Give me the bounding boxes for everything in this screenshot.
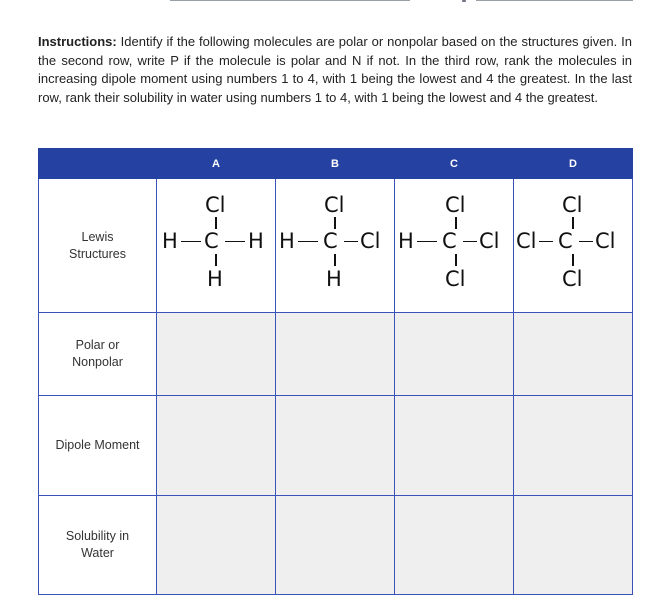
bond <box>215 217 217 229</box>
atom-right: Cl <box>479 228 500 253</box>
header-col-d: D <box>514 149 633 179</box>
instructions-label: Instructions: <box>38 34 117 49</box>
atom-bottom: Cl <box>562 266 583 291</box>
atom-right: Cl <box>360 228 381 253</box>
atom-left: H <box>162 228 178 253</box>
row-dipole-moment <box>39 396 633 496</box>
header-col-c: C <box>395 149 514 179</box>
label-lewis-structures: Lewis Structures <box>69 229 126 261</box>
bond <box>572 217 574 229</box>
instructions-text: Identify if the following molecules are polar or nonpolar based on the structures given. In the second row, write P if the molecule is polar and N if not. In the third row, rank the molecules in increasing dipole moment using numbers 1 to 4, with 1 being the lowest and 4 the greatest. In the last row, rank their solubility in water using numbers 1 to 4, with 1 being the lowest and 4 the greatest. <box>38 34 632 105</box>
answer-cell-polarity-a[interactable] <box>157 313 276 396</box>
bond <box>572 254 574 266</box>
header-col-b: B <box>276 149 395 179</box>
atom-bottom: H <box>207 266 223 291</box>
lewis-structure-c <box>395 179 514 313</box>
row-label <box>39 313 157 396</box>
instructions <box>38 33 632 107</box>
bond <box>579 241 593 243</box>
row-solubility-in-water <box>39 496 633 595</box>
answer-cell-solubility-b[interactable] <box>276 496 395 595</box>
row-label <box>39 396 157 496</box>
label-polar-or-nonpolar: Polar or Nonpolar <box>72 338 123 369</box>
atom-top: Cl <box>445 192 466 217</box>
table-header-row <box>39 149 633 179</box>
atom-top: Cl <box>562 192 583 217</box>
bond <box>539 241 553 243</box>
atom-left: H <box>279 228 295 253</box>
atom-bottom: Cl <box>445 266 466 291</box>
atom-right: Cl <box>595 228 616 253</box>
answer-cell-solubility-d[interactable] <box>514 496 633 595</box>
atom-left: H <box>398 228 414 253</box>
bond <box>225 241 245 243</box>
row-label <box>39 496 157 595</box>
header-col-a: A <box>157 149 276 179</box>
row-polar-or-nonpolar <box>39 313 633 396</box>
answer-cell-polarity-b[interactable] <box>276 313 395 396</box>
bond <box>334 254 336 266</box>
label-solubility-in-water: Solubility in Water <box>65 529 130 560</box>
lewis-structure-d <box>514 179 633 313</box>
atom-top: Cl <box>205 192 226 217</box>
bond <box>455 217 457 229</box>
lewis-structure-b <box>276 179 395 313</box>
atom-center: C <box>442 228 457 253</box>
atom-center: C <box>323 228 338 253</box>
row-lewis-structures <box>39 179 633 313</box>
atom-bottom: H <box>326 266 342 291</box>
atom-left: Cl <box>516 228 537 253</box>
bond <box>334 217 336 229</box>
bond <box>181 241 201 243</box>
bond <box>215 254 217 266</box>
answer-cell-polarity-c[interactable] <box>395 313 514 396</box>
name-blank-line <box>170 0 410 1</box>
answer-cell-dipole-c[interactable] <box>395 396 514 496</box>
bond <box>455 254 457 266</box>
atom-center: C <box>558 228 573 253</box>
separator-dot <box>462 0 466 2</box>
atom-right: H <box>248 228 264 253</box>
lewis-structure-a <box>157 179 276 313</box>
label-dipole-moment: Dipole Moment <box>55 438 140 452</box>
bond <box>417 241 437 243</box>
worksheet-table <box>38 148 633 595</box>
row-label <box>39 179 157 313</box>
atom-top: Cl <box>324 192 345 217</box>
date-blank-line <box>476 0 633 1</box>
bond <box>298 241 318 243</box>
answer-cell-polarity-d[interactable] <box>514 313 633 396</box>
answer-cell-dipole-d[interactable] <box>514 396 633 496</box>
bond <box>463 241 477 243</box>
header-corner <box>39 149 157 179</box>
answer-cell-dipole-b[interactable] <box>276 396 395 496</box>
answer-cell-dipole-a[interactable] <box>157 396 276 496</box>
answer-cell-solubility-a[interactable] <box>157 496 276 595</box>
answer-cell-solubility-c[interactable] <box>395 496 514 595</box>
atom-center: C <box>204 228 219 253</box>
bond <box>344 241 358 243</box>
